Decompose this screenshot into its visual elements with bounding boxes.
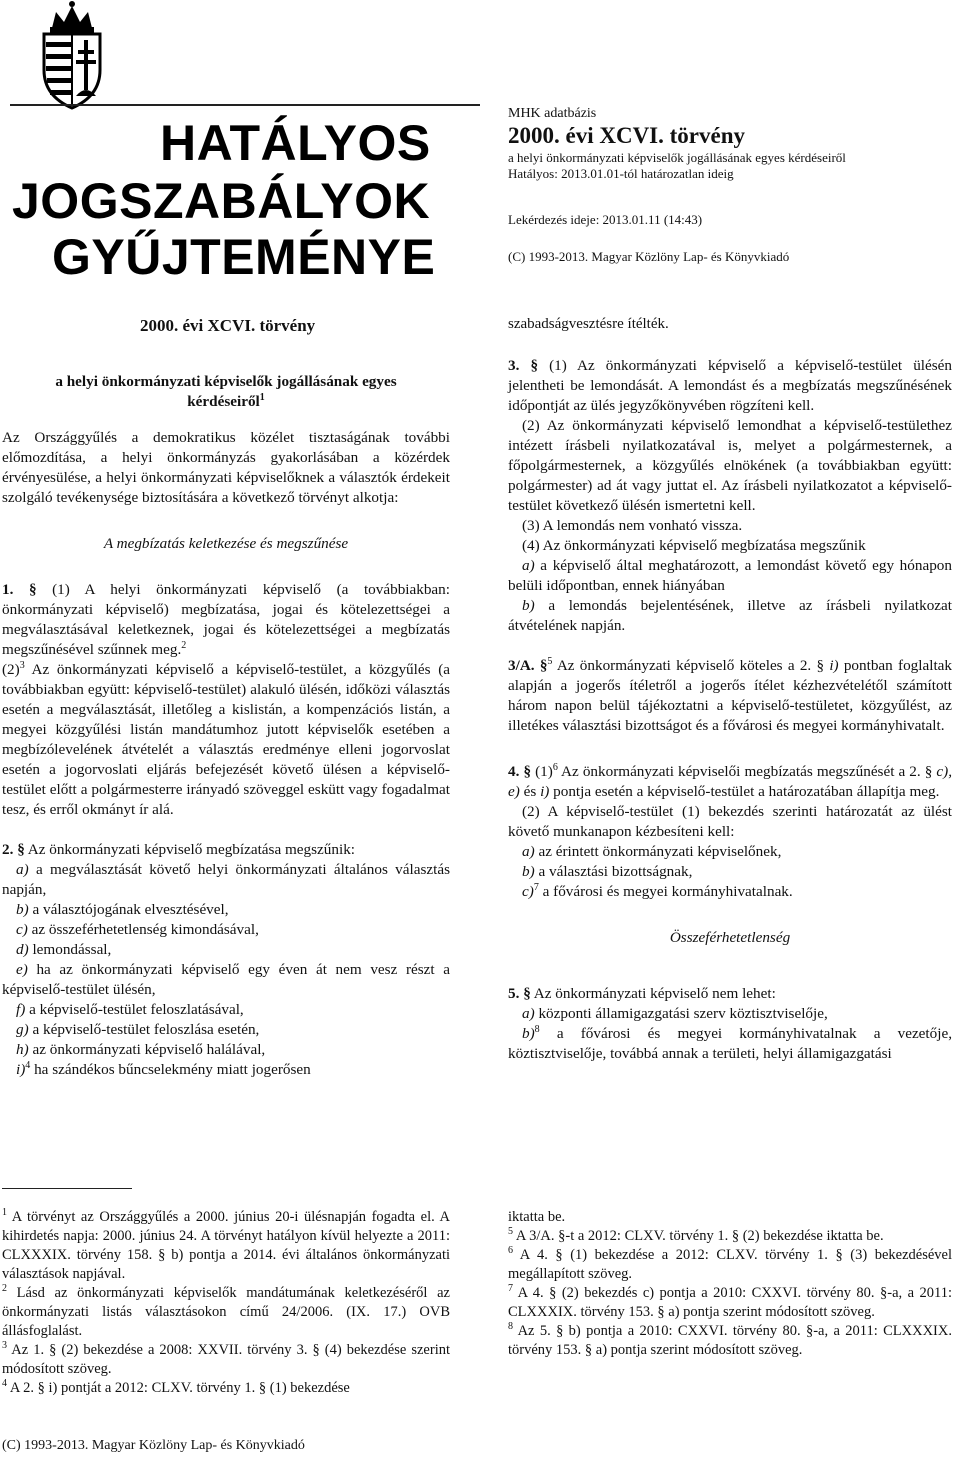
item-text: a lemondás bejelentésének, illetve az írásbeli nyilatkozat átvételének napján. xyxy=(508,597,952,634)
para-text: Az önkormányzati képviselő köteles a 2. § xyxy=(552,657,825,674)
item-text: a fővárosi és megyei kormányhivatalnak a vezetője, köztisztviselője, továbbá annak a területi, helyi államigazgatási xyxy=(508,1025,952,1062)
footnote xyxy=(2,1379,450,1398)
footnote-ref[interactable]: 3 xyxy=(19,659,25,671)
list-item xyxy=(2,1000,450,1020)
law-title: 2000. évi XCVI. törvény xyxy=(508,123,745,148)
section-number: 2. § xyxy=(2,841,25,858)
law-heading: 2000. évi XCVI. törvény xyxy=(140,316,316,335)
footnote-text: A törvényt az Országgyűlés a 2000. június 20-i ülésnapján fogadta el. A kihirdetés napja: 2000. június 24. A törvényt hatályon kívül helyezte a 2011: CLXXXIX. törvény 158. § b) pontja a 2014. évi általános önkormányzati választások napjával. xyxy=(2,1209,450,1282)
footnote-ref[interactable]: 4 xyxy=(25,1059,31,1071)
footnote-number: 5 xyxy=(508,1226,513,1238)
preamble: Az Országgyűlés a demokratikus közélet tisztaságának további előmozdítása, a helyi önkormányzás gyakorlásában a közérdek érvényesülése, a helyi önkormányzati képviselőknek a választók érdekeit szolgáló tevékenysége biztosítására a következő törvényt alkotja: xyxy=(2,429,450,506)
section-number: 3. § xyxy=(508,357,539,374)
collection-title-line-3: GYŰJTEMÉNYE xyxy=(52,229,436,285)
list-item xyxy=(2,940,450,960)
footnote xyxy=(2,1208,450,1284)
list-item xyxy=(2,1040,450,1060)
item-marker: c) xyxy=(16,921,28,938)
footnote-text: Az 5. § b) pontja a 2010: CXXVI. törvény 80. §-a, a 2011: CLXXXIX. törvény 153. § a) pontja szerint módosított szöveg. xyxy=(508,1323,952,1358)
footnote xyxy=(508,1208,952,1227)
item-marker: a) xyxy=(522,1005,535,1022)
item-text: ha az önkormányzati képviselő egy éven át nem vesz részt a képviselő-testület ülésén, xyxy=(2,961,450,998)
section-number: 3/A. § xyxy=(508,657,548,674)
item-text: az önkormányzati képviselő halálával, xyxy=(28,1041,266,1058)
footnote-text: A 3/A. §-t a 2012: CLXV. törvény 1. § (2) bekezdése iktatta be. xyxy=(513,1228,884,1244)
section-heading: Összeférhetetlenség xyxy=(669,929,791,946)
document-meta xyxy=(508,106,948,265)
law-subject: a helyi önkormányzati képviselők jogállásának egyes kérdéseiről xyxy=(508,150,846,165)
para-text: Az önkormányzati képviselői megbízatás megszűnését a 2. § xyxy=(557,763,933,780)
section-5-intro xyxy=(508,984,952,1004)
collection-title-line-2: JOGSZABÁLYOK xyxy=(12,173,431,229)
section-3-para-3: (3) A lemondás nem vonható vissza. xyxy=(522,517,743,534)
copyright: (C) 1993-2013. Magyar Közlöny Lap- és Könyvkiadó xyxy=(508,249,790,264)
footnote-number: 7 xyxy=(508,1283,513,1295)
header-rule xyxy=(10,104,480,106)
para-text: (1) Az önkormányzati képviselő a képviselő-testület ülésén jelentheti be lemondását. A lemondást és a megbízatás megszűnésének időpontját az ülés jegyzőkönyvében rögzíteni kell. xyxy=(508,357,952,414)
item-text: a megválasztását követő helyi önkormányzati általános választás napján, xyxy=(2,861,450,898)
section-2-intro xyxy=(2,840,450,860)
validity: Hatályos: 2013.01.01-tól határozatlan ideig xyxy=(508,166,734,181)
item-marker: a) xyxy=(522,843,535,860)
item-text: központi államigazgatási szerv köztisztviselője, xyxy=(534,1005,828,1022)
page-footer: (C) 1993-2013. Magyar Közlöny Lap- és Könyvkiadó xyxy=(2,1438,305,1453)
left-column xyxy=(2,372,450,1080)
section-1-para-1 xyxy=(2,580,450,660)
section-4-para-1 xyxy=(508,762,952,802)
footnote-number: 3 xyxy=(2,1340,7,1352)
item-marker: a) xyxy=(522,557,535,574)
para-text: pontja esetén a képviselő-testület a határozatában állapítja meg. xyxy=(549,783,940,800)
footnote-number: 1 xyxy=(2,1207,7,1219)
footnote-number: 4 xyxy=(2,1378,7,1390)
item-marker: b) xyxy=(522,597,535,614)
section-3-para-2: (2) Az önkormányzati képviselő lemondhat a képviselő-testülethez intézett írásbeli nyilatkozatával is, melyet a polgármesternek, a főpolgármesternek, a közgyűlés elnökének (a továbbiakban együtt: polgármester) ad át vagy juttat el. Az írásbeli nyilatkozatot a képviselő-testület következő ülésén ismertetni kell. xyxy=(508,417,952,514)
list-item xyxy=(508,556,952,596)
item-marker: c), e) xyxy=(508,763,953,800)
item-text: a képviselő-testület feloszlása esetén, xyxy=(28,1021,260,1038)
item-text: a választási bizottságnak, xyxy=(534,863,693,880)
footnote xyxy=(508,1246,952,1284)
act-title-line-1: a helyi önkormányzati képviselők jogállásának egyes xyxy=(55,373,397,390)
list-item xyxy=(2,920,450,940)
footnote-text: Az 1. § (2) bekezdése a 2008: XXVII. törvény 3. § (4) bekezdése szerint módosított szöveg. xyxy=(2,1342,450,1377)
footnote-number: 6 xyxy=(508,1245,513,1257)
footnote-text: A 4. § (2) bekezdés c) pontja a 2010: CXXVI. törvény 80. §-a, a 2011: CLXXXIX. törvény 153. § a) pontja szerint módosított szöveg. xyxy=(508,1285,952,1320)
footnote-ref[interactable]: 7 xyxy=(533,881,539,893)
para-text: Az önkormányzati képviselő megbízatása megszűnik: xyxy=(24,841,356,858)
para-text: Az önkormányzati képviselő nem lehet: xyxy=(530,985,776,1002)
footnote-rule xyxy=(2,1188,132,1189)
item-marker: a) xyxy=(16,861,29,878)
footnote-text: A 4. § (1) bekezdése a 2012: CLXV. törvény 1. § (3) bekezdésével megállapított szöveg. xyxy=(508,1247,952,1282)
section-number: 4. § xyxy=(508,763,532,780)
footnote-text: Lásd az önkormányzati képviselők mandátumának keletkezéséről az önkormányzati listás választásokon című 24/2006. (IX. 17.) OVB állásfoglalást. xyxy=(2,1285,450,1339)
footnotes-left xyxy=(2,1208,450,1398)
para-text: pontban foglaltak alapján a jogerős ítéletről a jogerős ítélet kézhezvételétől számított három napon belül tájékoztatni a képviselő-testületet, közgyűlést, az illetékes választási bizottságot és a fővárosi és megyei kormányhivatalt. xyxy=(508,657,952,734)
coat-of-arms-icon xyxy=(22,0,122,112)
footnote xyxy=(508,1284,952,1322)
item-text: a képviselő-testület feloszlatásával, xyxy=(25,1001,244,1018)
section-3-para-1 xyxy=(508,356,952,416)
section-1-para-2 xyxy=(2,660,450,820)
right-column xyxy=(508,356,952,1064)
list-item xyxy=(2,1060,450,1080)
footnote-ref[interactable]: 1 xyxy=(259,391,265,403)
section-heading: A megbízatás keletkezése és megszűnése xyxy=(103,535,349,552)
item-marker: e) xyxy=(16,961,28,978)
para-text: (1) A helyi önkormányzati képviselő (a továbbiakban: önkormányzati képviselő) megbízatása, jogai és kötelezettségei a megválasztásával keletkeznek, jogai és kötelezettségei a megbízatás megszűnésével szűnnek meg. xyxy=(2,581,450,658)
list-item xyxy=(2,900,450,920)
item-text: az érintett önkormányzati képviselőnek, xyxy=(534,843,782,860)
footnote xyxy=(508,1227,952,1246)
section-3a xyxy=(508,656,952,736)
footnote-number: 8 xyxy=(508,1321,513,1333)
item-marker: d) xyxy=(16,941,29,958)
list-item xyxy=(2,960,450,1000)
section-number: 1. § xyxy=(2,581,37,598)
footnote-number: 2 xyxy=(2,1283,7,1295)
section-4-para-2: (2) A képviselő-testület (1) bekezdés szerinti határozatát az ülést követő munkanapon kézbesíteni kell: xyxy=(508,803,952,840)
act-title-line-2: kérdéseiről xyxy=(187,393,260,410)
item-marker: c) xyxy=(522,883,534,900)
item-text: a képviselő által meghatározott, a lemondást követő egy hónapon belüli időpontban, ennek hiányában xyxy=(508,557,952,594)
footnotes-right xyxy=(508,1208,952,1360)
item-marker: b) xyxy=(522,863,535,880)
footnote-ref[interactable]: 6 xyxy=(552,761,558,773)
item-marker: b) xyxy=(522,1025,535,1042)
item-marker: h) xyxy=(16,1041,29,1058)
continuation-text: szabadságvesztésre ítélték. xyxy=(508,316,669,332)
item-marker: i) xyxy=(16,1061,26,1078)
list-item xyxy=(2,860,450,900)
section-number: 5. § xyxy=(508,985,531,1002)
item-text: az összeférhetetlenség kimondásával, xyxy=(27,921,259,938)
footnote xyxy=(2,1284,450,1341)
database-label: MHK adatbázis xyxy=(508,106,597,121)
query-time: Lekérdezés ideje: 2013.01.11 (14:43) xyxy=(508,212,703,227)
para-num: (2) xyxy=(2,661,20,678)
footnote-text: iktatta be. xyxy=(508,1209,566,1225)
section-3-para-4: (4) Az önkormányzati képviselő megbízatása megszűnik xyxy=(522,537,866,554)
list-item xyxy=(2,1020,450,1040)
collection-title-line-1: HATÁLYOS xyxy=(160,115,431,171)
footnote xyxy=(508,1322,952,1360)
item-text: ha szándékos bűncselekmény miatt jogerősen xyxy=(30,1061,311,1078)
list-item xyxy=(508,862,952,882)
item-marker: b) xyxy=(16,901,29,918)
footnote-ref[interactable]: 2 xyxy=(181,639,187,651)
list-item xyxy=(508,1024,952,1064)
item-text: lemondással, xyxy=(28,941,112,958)
act-title xyxy=(2,372,450,412)
item-text: a fővárosi és megyei kormányhivatalnak. xyxy=(538,883,793,900)
item-text: a választójogának elvesztésével, xyxy=(28,901,229,918)
item-marker: i) xyxy=(540,783,550,800)
para-text: Az önkormányzati képviselő a képviselő-testület, a közgyűlés (a továbbiakban együtt: képviselő-testület) alakuló ülésén, időközi választás esetén a megválasztását, illetőleg a kislistán, a kompenzációs listán, a megyei közgyűlési listán mandátumhoz jutott képviselők esetében a megbízólevelének átvételét a választás eredménye elleni jogorvoslat esetén a jogorvoslati eljárás befejezését követő ülésen a képviselő-testület előtt a polgármesterre irányadó szöveggel eskütt vagy fogadalmat tesz, és erről okmányt ír alá. xyxy=(2,661,450,818)
item-marker: g) xyxy=(16,1021,29,1038)
footnote-ref[interactable]: 8 xyxy=(534,1023,540,1035)
list-item xyxy=(508,1004,952,1024)
list-item xyxy=(508,842,952,862)
footnote-text: A 2. § i) pontját a 2012: CLXV. törvény 1. § (1) bekezdése xyxy=(7,1380,350,1396)
footnote-ref[interactable]: 5 xyxy=(547,655,553,667)
para-text: és xyxy=(519,783,537,800)
list-item xyxy=(508,882,952,902)
item-marker: i) xyxy=(829,657,839,674)
footnote xyxy=(2,1341,450,1379)
item-marker: f) xyxy=(16,1001,26,1018)
para-num: (1) xyxy=(531,763,553,780)
list-item xyxy=(508,596,952,636)
